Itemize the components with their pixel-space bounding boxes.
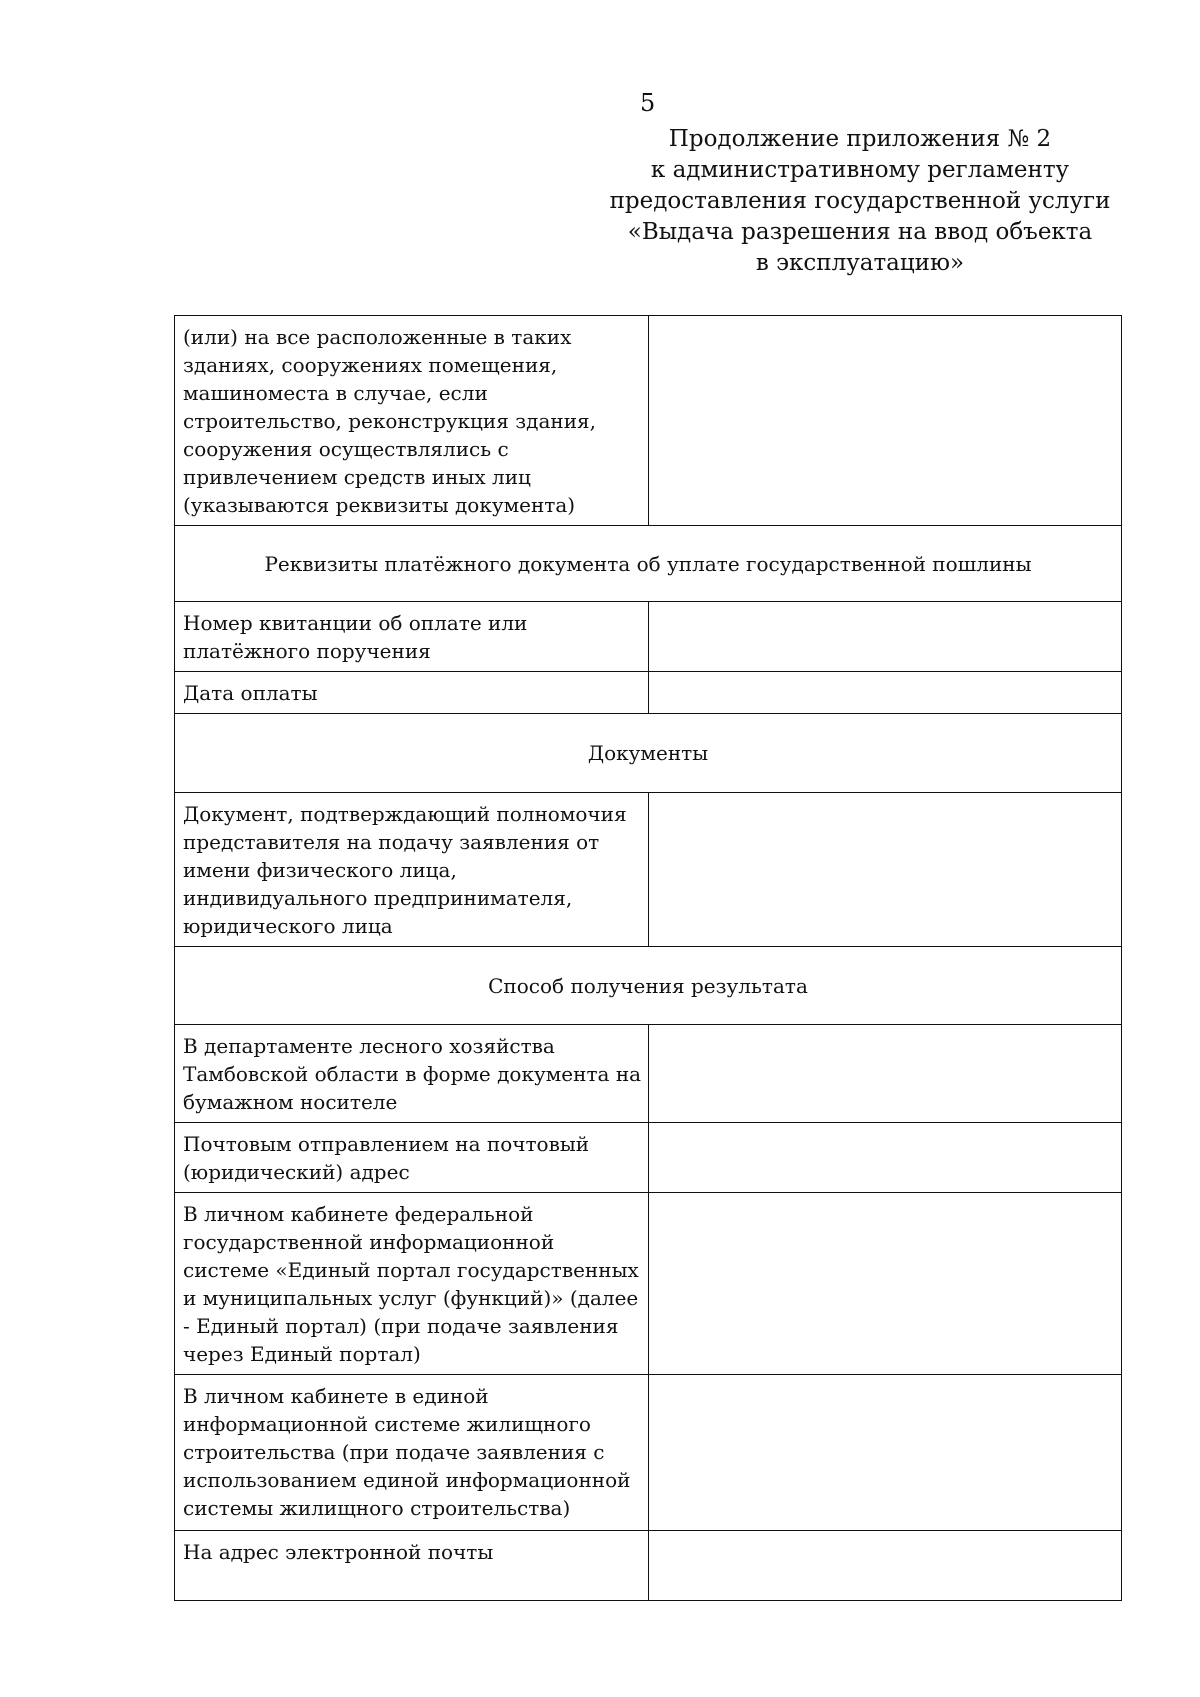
table-row xyxy=(175,1123,1122,1193)
table-row xyxy=(175,672,1122,714)
row-value-field[interactable] xyxy=(648,793,1122,947)
table-row xyxy=(175,793,1122,947)
row-label: (или) на все расположенные в таких зданиях, сооружениях помещения, машиноместа в случае, если строительство, реконструкция здания, сооружения осуществлялись с привлечением средств иных лиц (указываются реквизиты документа) xyxy=(175,316,649,526)
row-value-field[interactable] xyxy=(648,1193,1122,1375)
section-title-payment: Реквизиты платёжного документа об уплате государственной пошлины xyxy=(175,526,1122,602)
table-row xyxy=(175,1531,1122,1601)
section-title-documents: Документы xyxy=(175,714,1122,793)
header-line: в эксплуатацию» xyxy=(755,250,965,276)
header-line: Продолжение приложения № 2 xyxy=(668,126,1052,152)
table-row xyxy=(175,602,1122,672)
row-value-field[interactable] xyxy=(648,602,1122,672)
row-value-field[interactable] xyxy=(648,1375,1122,1531)
row-value-field[interactable] xyxy=(648,672,1122,714)
header-line: «Выдача разрешения на ввод объекта xyxy=(627,219,1093,245)
row-value-field[interactable] xyxy=(648,316,1122,526)
row-label: Почтовым отправлением на почтовый (юридический) адрес xyxy=(175,1123,649,1193)
header-line: предоставления государственной услуги xyxy=(609,188,1111,214)
table-row xyxy=(175,316,1122,526)
table-row xyxy=(175,1193,1122,1375)
row-label: В департаменте лесного хозяйства Тамбовской области в форме документа на бумажном носителе xyxy=(175,1025,649,1123)
row-label: В личном кабинете федеральной государственной информационной системе «Единый портал государственных и муниципальных услуг (функций)» (далее - Единый портал) (при подаче заявления через Единый портал) xyxy=(175,1193,649,1375)
row-value-field[interactable] xyxy=(648,1123,1122,1193)
page-number: 5 xyxy=(640,89,656,117)
section-title-result: Способ получения результата xyxy=(175,947,1122,1025)
row-label: Дата оплаты xyxy=(175,672,649,714)
table-row xyxy=(175,1025,1122,1123)
appendix-header xyxy=(600,124,1120,279)
section-row xyxy=(175,947,1122,1025)
row-value-field[interactable] xyxy=(648,1531,1122,1601)
header-line: к административному регламенту xyxy=(650,157,1070,183)
row-label: На адрес электронной почты xyxy=(175,1531,649,1601)
row-label: Документ, подтверждающий полномочия представителя на подачу заявления от имени физического лица, индивидуального предпринимателя, юридического лица xyxy=(175,793,649,947)
table-row xyxy=(175,1375,1122,1531)
row-label: Номер квитанции об оплате или платёжного поручения xyxy=(175,602,649,672)
section-row xyxy=(175,526,1122,602)
application-form-table xyxy=(174,315,1122,1601)
row-value-field[interactable] xyxy=(648,1025,1122,1123)
row-label: В личном кабинете в единой информационной системе жилищного строительства (при подаче заявления с использованием единой информационной системы жилищного строительства) xyxy=(175,1375,649,1531)
section-row xyxy=(175,714,1122,793)
